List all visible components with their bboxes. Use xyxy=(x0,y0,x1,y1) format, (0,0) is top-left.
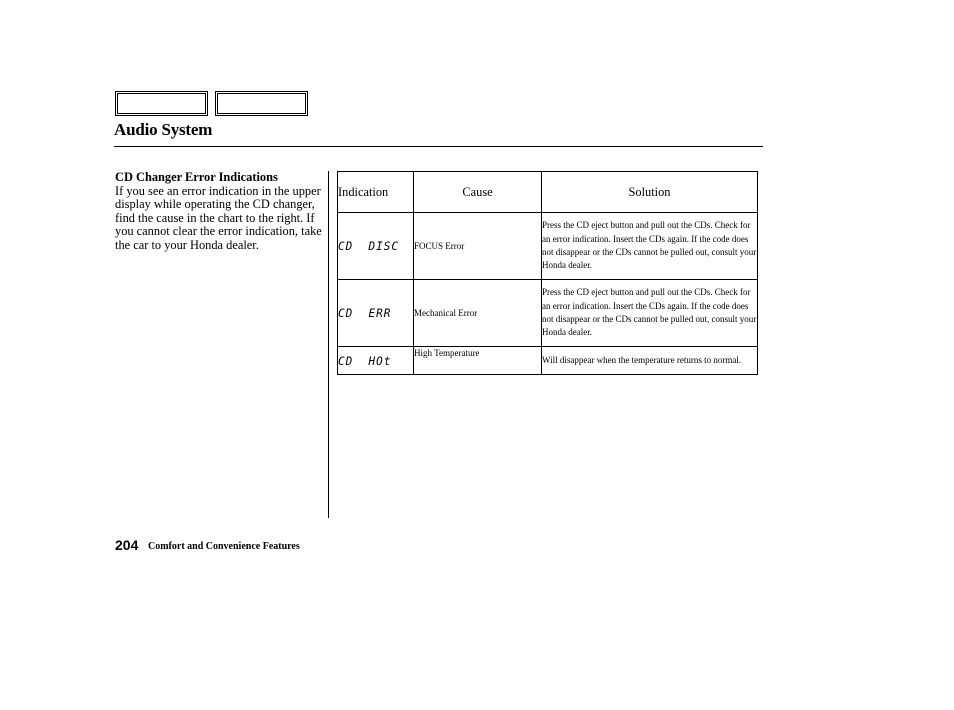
header-tab-box-1 xyxy=(115,91,208,116)
display-code: CD ERR xyxy=(338,306,392,321)
indication-cell xyxy=(338,280,414,347)
intro-text-block xyxy=(115,171,325,253)
title-divider xyxy=(114,146,763,147)
cause-cell: FOCUS Error xyxy=(414,213,542,280)
cause-cell: High Temperature xyxy=(414,347,542,375)
table-row xyxy=(338,213,758,280)
indication-cell xyxy=(338,347,414,375)
display-code: CD HOt xyxy=(338,354,392,368)
table-header-row xyxy=(338,172,758,213)
solution-cell: Press the CD eject button and pull out the CDs. Check for an error indication. Insert the CDs again. If the code does not disappear or the CDs cannot be pulled out, consult your Honda dealer. xyxy=(542,280,758,347)
display-code: CD DISC xyxy=(338,239,399,254)
page-title: Audio System xyxy=(114,120,213,139)
footer-section-label: Comfort and Convenience Features xyxy=(148,541,300,552)
intro-heading: CD Changer Error Indications xyxy=(115,170,278,184)
header-tab-box-2 xyxy=(215,91,308,116)
intro-body: If you see an error indication in the upper display while operating the CD changer, find the cause in the chart to the right. If you cannot clear the error indication, take the car to your Honda dealer. xyxy=(115,183,322,252)
solution-cell: Will disappear when the temperature returns to normal. xyxy=(542,347,758,375)
cause-cell: Mechanical Error xyxy=(414,280,542,347)
column-header-indication: Indication xyxy=(338,172,414,213)
table-row xyxy=(338,347,758,375)
table-row xyxy=(338,280,758,347)
column-divider xyxy=(328,171,329,518)
column-header-solution: Solution xyxy=(542,172,758,213)
solution-cell: Press the CD eject button and pull out the CDs. Check for an error indication. Insert the CDs again. If the code does not disappear or the CDs cannot be pulled out, consult your Honda dealer. xyxy=(542,213,758,280)
indication-cell xyxy=(338,213,414,280)
page-number: 204 xyxy=(115,537,139,553)
column-header-cause: Cause xyxy=(414,172,542,213)
error-indication-table xyxy=(337,171,758,375)
